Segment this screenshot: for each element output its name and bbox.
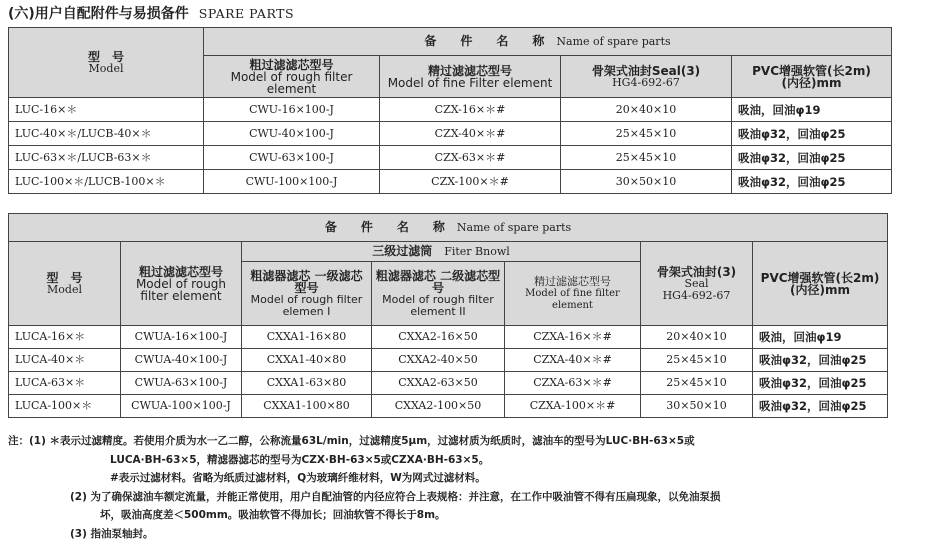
t2-cell: 吸油φ32，回油φ25 <box>753 372 888 395</box>
note-line: (3) 指油泵轴封。 <box>70 527 154 540</box>
t1-cell-hose: 吸油φ32，回油φ25 <box>732 146 892 170</box>
t1-cell-fine: CZX-40×＊# <box>380 122 561 146</box>
t2-cell: CWUA-16×100-J <box>121 326 242 349</box>
t1-cell-seal: 20×40×10 <box>561 98 732 122</box>
t2-cell: CZXA-100×＊# <box>505 395 641 418</box>
t1-cell-model: LUC-63×＊/LUCB-63×＊ <box>9 146 204 170</box>
t1-spare-header: 备 件 名 称 Name of spare parts <box>204 28 892 56</box>
table-row <box>9 170 892 194</box>
t1-cell-rough: CWU-100×100-J <box>204 170 380 194</box>
t2-cell: LUCA-16×＊ <box>9 326 121 349</box>
t2-cell: CXXA1-100×80 <box>242 395 372 418</box>
t2-cell: 25×45×10 <box>641 372 753 395</box>
note-line: (2) 为了确保滤油车额定流量，并能正常使用，用户自配油管的内径应符合上表规格：并注意，在工作中吸油管不得有压扁现象，以免油泵损 <box>70 490 721 503</box>
t2-cell: CZXA-63×＊# <box>505 372 641 395</box>
t2-cell: CXXA2-40×50 <box>372 349 505 372</box>
spare-parts-table-2 <box>8 213 888 418</box>
t1-col-rough: 粗过滤滤芯型号 Model of rough filter element <box>204 56 380 98</box>
t2-cell: LUCA-100×＊ <box>9 395 121 418</box>
t1-model-header: 型 号 Model <box>9 28 204 98</box>
t1-cell-rough: CWU-16×100-J <box>204 98 380 122</box>
t2-cell: LUCA-40×＊ <box>9 349 121 372</box>
t1-cell-fine: CZX-63×＊# <box>380 146 561 170</box>
t2-cell: CXXA1-40×80 <box>242 349 372 372</box>
t2-rough-header: 粗过滤滤芯型号 Model of rough filter element <box>121 242 242 326</box>
table-row <box>9 349 888 372</box>
note-line: 注：(1) ＊表示过滤精度。若使用介质为水一乙二醇，公称流量63L/min，过滤精度5μm，过滤材质为纸质时，滤油车的型号为LUC·BH-63×5或 <box>8 435 695 447</box>
section-title <box>8 3 294 23</box>
table-row <box>9 122 892 146</box>
t1-col-seal: 骨架式油封Seal(3) HG4-692-67 <box>561 56 732 98</box>
note-line: LUCA·BH-63×5，精滤器滤芯的型号为CZX·BH-63×5或CZXA·BH-63×5。 <box>110 453 490 466</box>
t2-bowl-header: 三级过滤筒 Fiter Bnowl <box>242 242 641 262</box>
section-title-en: SPARE PARTS <box>198 6 295 21</box>
t1-cell-rough: CWU-40×100-J <box>204 122 380 146</box>
t2-cell: CZXA-16×＊# <box>505 326 641 349</box>
t2-sub3-header: 精过滤滤芯型号 Model of fine filter element <box>505 262 641 326</box>
t2-cell: 30×50×10 <box>641 395 753 418</box>
t2-cell: CXXA2-100×50 <box>372 395 505 418</box>
t1-cell-fine: CZX-100×＊# <box>380 170 561 194</box>
spare-parts-table-1 <box>8 27 892 194</box>
t2-cell: CZXA-40×＊# <box>505 349 641 372</box>
note-line: 坏，吸油高度差＜500mm。吸油软管不得加长；回油软管不得长于8m。 <box>100 509 446 521</box>
t1-cell-model: LUC-16×＊ <box>9 98 204 122</box>
t1-cell-seal: 30×50×10 <box>561 170 732 194</box>
table-row <box>9 146 892 170</box>
t2-cell: 25×45×10 <box>641 349 753 372</box>
t1-cell-hose: 吸油，回油φ19 <box>732 98 892 122</box>
t2-cell: CXXA2-63×50 <box>372 372 505 395</box>
t2-sub2-header: 粗滤器滤芯 二级滤芯型号 Model of rough filter element II <box>372 262 505 326</box>
note-line: #表示过滤材料。省略为纸质过滤材料，Q为玻璃纤维材料，W为网式过滤材料。 <box>110 472 486 484</box>
section-title-cn: (六)用户自配附件与易损备件 <box>8 6 189 22</box>
t1-cell-model: LUC-100×＊/LUCB-100×＊ <box>9 170 204 194</box>
t2-cell: CWUA-100×100-J <box>121 395 242 418</box>
t1-cell-seal: 25×45×10 <box>561 122 732 146</box>
t2-cell: LUCA-63×＊ <box>9 372 121 395</box>
t2-cell: 吸油φ32，回油φ25 <box>753 349 888 372</box>
table-row <box>9 372 888 395</box>
t1-cell-hose: 吸油φ32，回油φ25 <box>732 170 892 194</box>
t1-col-hose: PVC增强软管(长2m) (内径)mm <box>732 56 892 98</box>
t1-cell-hose: 吸油φ32，回油φ25 <box>732 122 892 146</box>
t2-cell: CWUA-40×100-J <box>121 349 242 372</box>
t1-cell-model: LUC-40×＊/LUCB-40×＊ <box>9 122 204 146</box>
t2-cell: CWUA-63×100-J <box>121 372 242 395</box>
t1-cell-seal: 25×45×10 <box>561 146 732 170</box>
t2-cell: 20×40×10 <box>641 326 753 349</box>
t2-cell: CXXA2-16×50 <box>372 326 505 349</box>
table-row <box>9 326 888 349</box>
t2-spare-header: 备 件 名 称 Name of spare parts <box>9 214 888 242</box>
t1-cell-fine: CZX-16×＊# <box>380 98 561 122</box>
table-row <box>9 98 892 122</box>
t1-cell-rough: CWU-63×100-J <box>204 146 380 170</box>
t2-sub1-header: 粗滤器滤芯 一级滤芯型号 Model of rough filter elemen I <box>242 262 372 326</box>
t2-cell: CXXA1-16×80 <box>242 326 372 349</box>
t2-hose-header: PVC增强软管(长2m) (内径)mm <box>753 242 888 326</box>
t2-cell: 吸油，回油φ19 <box>753 326 888 349</box>
t1-col-fine: 精过滤滤芯型号 Model of fine Filter element <box>380 56 561 98</box>
table-row <box>9 395 888 418</box>
t2-cell: 吸油φ32，回油φ25 <box>753 395 888 418</box>
t2-model-header: 型 号 Model <box>9 242 121 326</box>
notes <box>8 432 933 543</box>
t2-cell: CXXA1-63×80 <box>242 372 372 395</box>
t2-seal-header: 骨架式油封(3) Seal HG4-692-67 <box>641 242 753 326</box>
